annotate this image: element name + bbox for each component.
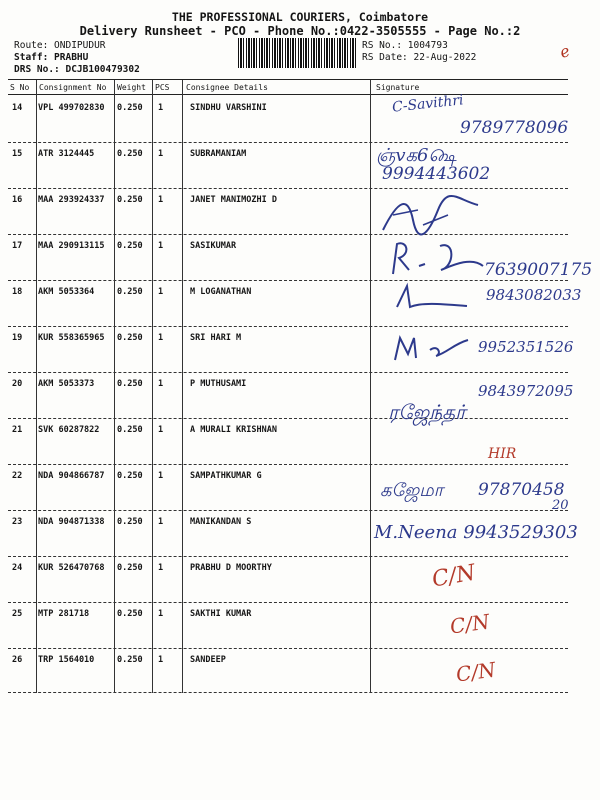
row-weight: 0.250: [117, 425, 143, 435]
cn-mark-row-24: C/N: [430, 560, 478, 593]
row-pcs: 1: [158, 103, 164, 113]
column-header-sno: S No: [10, 83, 30, 92]
row-consignment: VPL 499702830: [38, 103, 105, 113]
row-consignee: A MURALI KRISHNAN: [190, 425, 277, 435]
phone-suffix-row-22: 20: [552, 498, 569, 513]
row-consignee: JANET MANIMOZHI D: [190, 195, 277, 205]
row-weight: 0.250: [117, 563, 143, 573]
row-divider: [8, 510, 568, 511]
phone-row-19: 9952351526: [478, 338, 574, 356]
row-consignment: MAA 293924337: [38, 195, 105, 205]
row-weight: 0.250: [117, 103, 143, 113]
corner-handwritten-mark: e: [557, 40, 573, 63]
row-pcs: 1: [158, 333, 164, 343]
cn-mark-row-26: C/N: [454, 657, 498, 687]
row-pcs: 1: [158, 563, 164, 573]
row-consignment: MAA 290913115: [38, 241, 105, 251]
row-divider: [8, 326, 568, 327]
row-pcs: 1: [158, 379, 164, 389]
row-sno: 17: [12, 241, 23, 251]
row-sno: 19: [12, 333, 23, 343]
row-consignee: PRABHU D MOORTHY: [190, 563, 272, 573]
signature-row-18: [392, 282, 472, 312]
row-consignee: MANIKANDAN S: [190, 517, 252, 527]
row-pcs: 1: [158, 241, 164, 251]
row-pcs: 1: [158, 609, 164, 619]
row-pcs: 1: [158, 195, 164, 205]
phone-row-14: 9789778096: [460, 118, 569, 138]
header-bottom-rule: [8, 94, 568, 95]
signature-row-14: C-Savithri: [391, 92, 465, 116]
row-divider: [8, 556, 568, 557]
signature-row-16: [378, 190, 488, 240]
phone-row-22: 97870458: [478, 480, 565, 500]
row-divider: [8, 648, 568, 649]
table-top-rule: [8, 79, 568, 80]
row-pcs: 1: [158, 655, 164, 665]
row-divider: [8, 602, 568, 603]
company-title: THE PROFESSIONAL COURIERS, Coimbatore: [171, 10, 429, 24]
column-header-signature: Signature: [376, 83, 420, 92]
row-consignment: KUR 526470768: [38, 563, 105, 573]
signature-row-15: ஞ்vக6௸: [376, 145, 457, 166]
phone-row-15: 9994443602: [382, 164, 491, 184]
barcode: [238, 38, 356, 68]
row-consignee: M LOGANATHAN: [190, 287, 252, 297]
row-consignee: SRI HARI M: [190, 333, 242, 343]
phone-row-20: 9843972095: [478, 382, 574, 400]
row-pcs: 1: [158, 425, 164, 435]
row-divider: [8, 692, 568, 693]
row-pcs: 1: [158, 287, 164, 297]
staff-label: Staff: PRABHU: [14, 52, 89, 63]
row-consignment: KUR 558365965: [38, 333, 105, 343]
row-consignment: AKM 5053364: [38, 287, 95, 297]
row-consignment: AKM 5053373: [38, 379, 95, 389]
row-consignee: SAMPATHKUMAR G: [190, 471, 262, 481]
row-sno: 16: [12, 195, 23, 205]
row-consignment: MTP 281718: [38, 609, 90, 619]
row-sno: 25: [12, 609, 23, 619]
row-pcs: 1: [158, 471, 164, 481]
row-consignee: SAKTHI KUMAR: [190, 609, 252, 619]
row-sno: 23: [12, 517, 23, 527]
column-header-weight: Weight: [117, 83, 146, 92]
row-sno: 20: [12, 379, 23, 389]
row-consignee: P MUTHUSAMI: [190, 379, 247, 389]
row-consignment: NDA 904866787: [38, 471, 105, 481]
row-sno: 21: [12, 425, 23, 435]
row-weight: 0.250: [117, 149, 143, 159]
signature-row-19: [390, 330, 480, 364]
row-divider: [8, 280, 568, 281]
row-weight: 0.250: [117, 195, 143, 205]
row-divider: [8, 142, 568, 143]
row-sno: 18: [12, 287, 23, 297]
row-weight: 0.250: [117, 379, 143, 389]
row-consignment: SVK 60287822: [38, 425, 100, 435]
signature-row-17: [385, 236, 495, 280]
rs-date: RS Date: 22-Aug-2022: [362, 52, 477, 63]
rs-number: RS No.: 1004793: [362, 40, 448, 51]
row-weight: 0.250: [117, 517, 143, 527]
row-consignment: TRP 1564010: [38, 655, 95, 665]
phone-row-17: 7639007175: [484, 260, 593, 280]
row-divider: [8, 464, 568, 465]
row-consignee: SASIKUMAR: [190, 241, 237, 251]
row-consignment: ATR 3124445: [38, 149, 95, 159]
signature-row-22: கஜேமா: [380, 480, 444, 501]
row-consignee: SANDEEP: [190, 655, 226, 665]
row-weight: 0.250: [117, 287, 143, 297]
mark-row-21: HIR: [488, 446, 517, 462]
row-weight: 0.250: [117, 655, 143, 665]
row-sno: 26: [12, 655, 23, 665]
column-header-pcs: PCS: [155, 83, 170, 92]
row-pcs: 1: [158, 517, 164, 527]
row-divider: [8, 372, 568, 373]
phone-row-18: 9843082033: [486, 286, 582, 304]
row-divider: [8, 188, 568, 189]
row-weight: 0.250: [117, 471, 143, 481]
row-sno: 22: [12, 471, 23, 481]
row-divider: [8, 418, 568, 419]
signature-row-23: M.Neena 9943529303: [374, 522, 578, 543]
row-pcs: 1: [158, 149, 164, 159]
row-weight: 0.250: [117, 609, 143, 619]
drs-number: DRS No.: DCJB100479302: [14, 64, 140, 75]
cn-mark-row-25: C/N: [448, 609, 492, 639]
signature-row-21: ரஜேந்தர்: [388, 400, 466, 424]
row-consignee: SUBRAMANIAM: [190, 149, 247, 159]
column-header-consignee: Consignee Details: [186, 83, 268, 92]
row-consignee: SINDHU VARSHINI: [190, 103, 267, 113]
column-header-consignment: Consignment No: [39, 83, 107, 92]
row-sno: 24: [12, 563, 23, 573]
row-sno: 14: [12, 103, 23, 113]
row-weight: 0.250: [117, 333, 143, 343]
row-sno: 15: [12, 149, 23, 159]
runsheet-subtitle: Delivery Runsheet - PCO - Phone No.:0422-3505555 - Page No.:2: [79, 24, 521, 38]
route-label: Route: ONDIPUDUR: [14, 40, 106, 51]
row-consignment: NDA 904871338: [38, 517, 105, 527]
row-weight: 0.250: [117, 241, 143, 251]
